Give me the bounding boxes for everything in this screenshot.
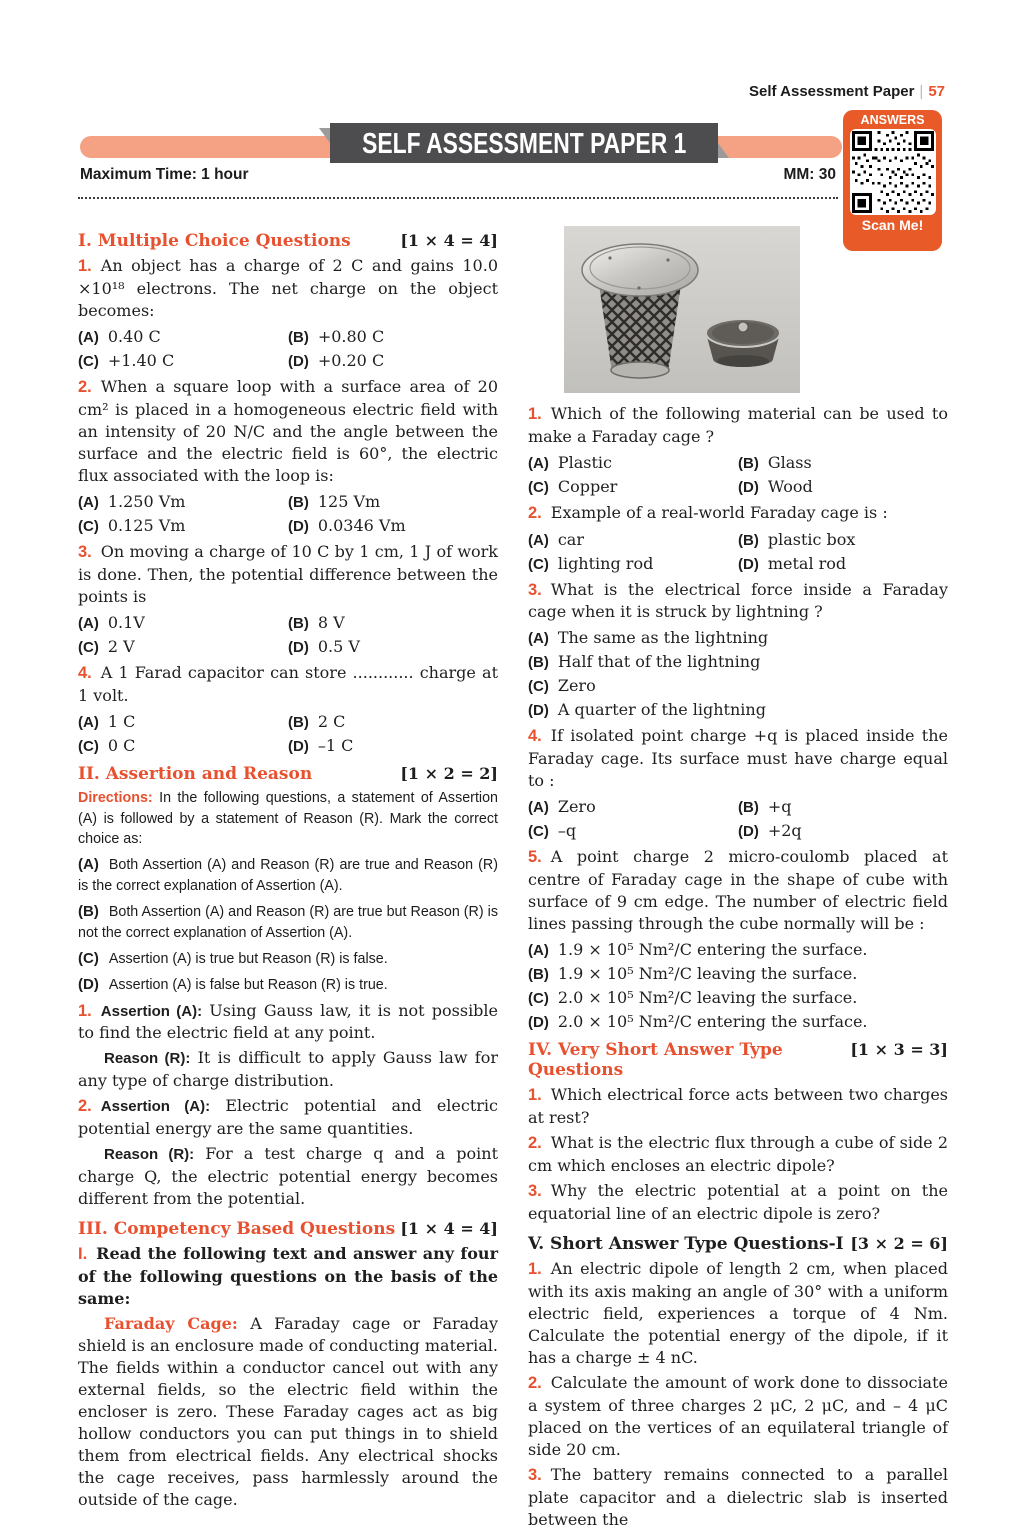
option-value: metal rod: [767, 553, 847, 573]
option-key: (B): [738, 531, 759, 549]
ar-choice-a: [78, 854, 498, 897]
question-number: 5.: [528, 848, 542, 867]
option: [78, 712, 288, 731]
option-value: car: [557, 529, 584, 549]
option: [78, 637, 288, 656]
option-key: (A): [78, 328, 99, 346]
option-value: –1 C: [317, 735, 354, 755]
question-text: A point charge 2 micro-coulomb placed at centre of Faraday cage in the shape of cube with surface of 9 cm edge. The number of electric field lines passing through the cube normally will be :: [528, 847, 948, 934]
option-value: The same as the lightning: [557, 628, 769, 648]
faraday-cage-label: Faraday Cage:: [104, 1313, 238, 1333]
option: [528, 530, 738, 549]
option-value: Assertion (A) is true but Reason (R) is false.: [108, 950, 388, 967]
option-key: (D): [738, 478, 759, 496]
option-key: (B): [528, 654, 549, 672]
option-key: (A): [78, 614, 99, 632]
section-sa-marks: [3 × 2 = 6]: [850, 1233, 948, 1253]
option-value: 0 C: [107, 735, 136, 755]
option-key: (A): [528, 454, 549, 472]
cbq-question-2: [528, 502, 948, 525]
question-text: Why the electric potential at a point on the equatorial line of an electric dipole is zero?: [528, 1181, 948, 1223]
question-number: 3.: [78, 543, 92, 561]
section-ar-marks: [1 × 2 = 2]: [400, 763, 498, 783]
option-key: (D): [738, 555, 759, 573]
question-text: The battery remains connected to a parallel plate capacitor and a dielectric slab is inserted between the: [528, 1464, 948, 1529]
mcq-question-2-options: [78, 492, 498, 535]
question-number: 3.: [528, 1465, 542, 1484]
question-text: What is the electrical force inside a Faraday cage when it is struck by lightning ?: [528, 579, 948, 622]
option-value: +1.40 C: [107, 350, 175, 370]
option-value: Both Assertion (A) and Reason (R) are true but Reason (R) is not the correct explanation of Assertion (A).: [78, 904, 498, 941]
option-key: (D): [288, 518, 309, 535]
option: [288, 516, 498, 535]
option: [78, 516, 288, 535]
option-value: +0.80 C: [317, 326, 385, 346]
section-mcq: [78, 231, 498, 251]
page-header-divider: |: [919, 83, 924, 100]
option-value: 8 V: [317, 612, 345, 632]
section-vsa-marks: [1 × 3 = 3]: [850, 1040, 948, 1060]
option-key: (D): [738, 823, 759, 841]
question-text: What is the electric flux through a cube of side 2 cm which encloses an electric dipole?: [528, 1133, 948, 1175]
reason-label: Reason (R):: [104, 1050, 191, 1068]
section-sa-title: V. Short Answer Type Questions-I: [528, 1233, 844, 1254]
cbq-intro: [78, 1243, 498, 1310]
page-header-title: Self Assessment Paper: [749, 83, 915, 100]
left-column: [78, 222, 498, 1534]
ar-directions: [78, 788, 498, 851]
option: [288, 736, 498, 755]
option-key: (C): [528, 478, 549, 496]
option: [738, 453, 948, 472]
question-text: Example of a real-world Faraday cage is :: [550, 502, 888, 522]
option: [528, 964, 948, 983]
qr-code-image: [852, 131, 934, 213]
option-key: (C): [78, 352, 99, 370]
section-cbq-marks: [1 × 4 = 4]: [400, 1218, 498, 1238]
option-value: 0.125 Vm: [107, 516, 186, 535]
option-value: 125 Vm: [317, 492, 381, 511]
option: [78, 613, 288, 632]
option-key: (C): [78, 737, 99, 755]
option: [288, 327, 498, 346]
section-vsa: [528, 1040, 948, 1080]
option-value: Assertion (A) is false but Reason (R) is true.: [108, 976, 388, 993]
option: [528, 821, 738, 840]
question-number: 2.: [78, 1097, 92, 1116]
section-assertion-reason: [78, 764, 498, 784]
option: [528, 940, 948, 959]
option: [288, 492, 498, 511]
sa-question-1: [528, 1258, 948, 1369]
option-key: (C): [528, 823, 549, 841]
option-value: 0.5 V: [317, 636, 360, 656]
question-text: Calculate the amount of work done to dissociate a system of three charges 2 μC, 2 μC, and – 4 μC placed on the vertices of an equilateral triangle of side 20 cm.: [528, 1372, 948, 1459]
assertion-label: Assertion (A):: [100, 1098, 211, 1116]
option: [528, 652, 948, 671]
ar-choice-c: [78, 948, 498, 970]
option-key: (D): [288, 352, 309, 370]
option: [288, 613, 498, 632]
page-header: [749, 83, 945, 100]
option-value: lighting rod: [557, 553, 654, 573]
option-value: 2 C: [317, 711, 346, 731]
question-number: 1.: [528, 1086, 542, 1105]
question-text: Which of the following material can be used to make a Faraday cage ?: [528, 404, 948, 446]
option-key: (A): [528, 630, 549, 648]
question-number: 2.: [78, 377, 92, 396]
ar-question-1-reason: [78, 1047, 498, 1092]
ar-choice-b: [78, 901, 498, 944]
option: [738, 821, 948, 840]
option-value: +0.20 C: [317, 350, 385, 370]
section-cbq-title: III. Competency Based Questions: [78, 1218, 396, 1239]
question-number: 4.: [78, 663, 92, 682]
option-key: (B): [528, 966, 549, 984]
question-number: 1.: [78, 1001, 92, 1020]
ar-question-1-assertion: [78, 1000, 498, 1045]
option-key: (A): [528, 531, 549, 549]
option: [78, 351, 288, 370]
option: [288, 351, 498, 370]
max-time-label: Maximum Time: 1 hour: [80, 166, 249, 183]
option-key: (D): [528, 702, 549, 720]
option-value: Both Assertion (A) and Reason (R) are true and Reason (R) is the correct explanation of Assertion (A).: [78, 857, 498, 895]
option-key: (B): [288, 494, 309, 511]
option-value: Zero: [557, 797, 596, 817]
question-text: An object has a charge of 2 C and gains 10.0 ×10¹⁸ electrons. The net charge on the object becomes:: [78, 256, 498, 320]
option-value: 0.0346 Vm: [317, 516, 406, 535]
total-marks-label: MM: 30: [783, 166, 836, 183]
option-key: (A): [78, 494, 99, 511]
option-key: (A): [78, 713, 99, 731]
option-value: Copper: [557, 476, 618, 496]
mcq-question-2: [78, 376, 498, 487]
option: [738, 477, 948, 496]
option: [528, 700, 948, 719]
reason-label: Reason (R):: [104, 1146, 195, 1164]
cbq-question-1: [528, 403, 948, 448]
ar-choice-d: [78, 974, 498, 996]
question-text: If isolated point charge +q is placed inside the Faraday cage. Its surface must have charge equal to :: [528, 726, 948, 791]
question-number: 4.: [528, 727, 542, 746]
option-key: (D): [288, 737, 309, 755]
option-value: 2 V: [107, 636, 135, 656]
faraday-cage-photo: [564, 226, 800, 393]
mcq-question-3-options: [78, 613, 498, 656]
option-value: plastic box: [767, 529, 856, 549]
option-key: (C): [78, 949, 99, 967]
paper-meta-row: [80, 166, 836, 184]
option-value: +2q: [767, 821, 802, 841]
option-value: A quarter of the lightning: [557, 700, 766, 720]
section-ar-title: II. Assertion and Reason: [78, 763, 313, 784]
ar-question-2-reason: [78, 1143, 498, 1210]
question-text: When a square loop with a surface area of 20 cm² is placed in a homogeneous electric field with an intensity of 20 N/C and the angle between the surface and the electric field is 60°, the electric flux associated with the loop is:: [78, 376, 498, 485]
option-key: (B): [288, 713, 309, 731]
question-number: 3.: [528, 580, 542, 599]
option-key: (C): [528, 990, 549, 1008]
mcq-question-3: [78, 541, 498, 608]
question-number: 2.: [528, 503, 542, 522]
option: [528, 554, 738, 573]
question-text: A 1 Farad capacitor can store ............ charge at 1 volt.: [78, 662, 498, 705]
option: [528, 477, 738, 496]
option: [528, 797, 738, 816]
banner-title: SELF ASSESSMENT PAPER 1: [361, 126, 687, 160]
option-value: –q: [557, 821, 577, 841]
cbq-question-1-options: [528, 453, 948, 496]
option: [528, 988, 948, 1007]
directions-label: Directions:: [78, 789, 153, 806]
option: [738, 554, 948, 573]
cbq-question-5-options: [528, 940, 948, 1031]
option-key: (B): [288, 328, 309, 346]
mcq-question-4-options: [78, 712, 498, 755]
question-number: 1.: [78, 257, 92, 275]
qr-code: [850, 129, 936, 215]
option: [78, 492, 288, 511]
option-key: (A): [528, 799, 549, 817]
reason-text: It is difficult to apply Gauss law for any type of charge distribution.: [78, 1048, 498, 1091]
qr-answers-label: ANSWERS: [860, 113, 925, 127]
option-key: (D): [78, 975, 99, 993]
content-columns: [0, 222, 1024, 1534]
option-key: (B): [78, 903, 99, 921]
directions-text: In the following questions, a statement of Assertion (A) is followed by a statement of Reason (R). Mark the correct choice as:: [78, 789, 498, 848]
option-key: (C): [528, 555, 549, 573]
option: [528, 453, 738, 472]
option-value: 0.40 C: [107, 326, 161, 346]
option-key: (C): [78, 518, 99, 535]
option-key: (A): [528, 942, 549, 960]
vsa-question-1: [528, 1084, 948, 1129]
question-number: 2.: [528, 1373, 542, 1392]
vsa-question-2: [528, 1132, 948, 1177]
mcq-question-1-options: [78, 327, 498, 370]
option: [528, 676, 948, 695]
cbq-question-4-options: [528, 797, 948, 840]
question-number: 3.: [528, 1182, 542, 1201]
option-value: 1 C: [107, 711, 136, 731]
option-value: +q: [767, 797, 792, 817]
mcq-question-1: [78, 255, 498, 322]
option-value: 1.250 Vm: [107, 492, 186, 511]
option-key: (B): [288, 614, 309, 632]
option-value: 0.1V: [107, 612, 145, 632]
option: [738, 530, 948, 549]
option-key: (C): [528, 678, 549, 696]
page-number: 57: [928, 83, 945, 100]
option: [738, 797, 948, 816]
option-value: Plastic: [557, 452, 612, 472]
option-key: (A): [78, 856, 99, 874]
banner-title-box: [330, 123, 718, 163]
mcq-question-4: [78, 662, 498, 707]
cbq-question-2-options: [528, 530, 948, 573]
option-key: (D): [528, 1014, 549, 1032]
section-mcq-title: I. Multiple Choice Questions: [78, 231, 351, 251]
cbq-question-3: [528, 579, 948, 624]
sa-question-2: [528, 1372, 948, 1461]
option: [288, 712, 498, 731]
cbq-question-5: [528, 846, 948, 935]
cbq-intro-text: Read the following text and answer any four of the following questions on the basis of the same:: [78, 1243, 498, 1308]
assertion-text: Electric potential and electric potential energy are the same quantities.: [78, 1096, 499, 1138]
qr-scan-me-label: Scan Me!: [861, 217, 924, 233]
ar-question-2-assertion: [78, 1095, 498, 1140]
option-value: Wood: [767, 476, 813, 496]
cbq-question-3-options: [528, 628, 948, 719]
assertion-text: Using Gauss law, it is not possible to find the electric field at any point.: [78, 1000, 499, 1043]
cbq-question-4: [528, 725, 948, 792]
option: [288, 637, 498, 656]
option: [78, 327, 288, 346]
dotted-divider: [78, 197, 838, 199]
question-number: 1.: [528, 405, 542, 423]
option-key: (C): [78, 638, 99, 656]
question-text: An electric dipole of length 2 cm, when placed with its axis making an angle of 30° with a uniform electric field, experiences a torque of 4 Nm. Calculate the potential energy of the dipole, if it has a charge ± 4 nC.: [528, 1258, 948, 1367]
right-column: [528, 222, 948, 1534]
option: [78, 736, 288, 755]
option: [528, 628, 948, 647]
option-key: (B): [738, 454, 759, 472]
section-sa: [528, 1234, 948, 1254]
section-vsa-title: IV. Very Short Answer Type Questions: [528, 1040, 783, 1081]
section-competency: [78, 1219, 498, 1239]
option-value: 2.0 × 10⁵ Nm²/C leaving the surface.: [557, 988, 858, 1008]
option-value: 2.0 × 10⁵ Nm²/C entering the surface.: [557, 1012, 868, 1032]
faraday-cage-text: A Faraday cage or Faraday shield is an enclosure made of conducting material. The fields within a conductor cancel out with any external fields, so the electric field within the encloser is zero. These Faraday cages act as big hollow conductors you can put things in to shield them from electrical fields. Any electrical shocks the cage receives, pass harmlessly around the outside of the cage.: [78, 1313, 498, 1510]
faraday-cage-passage: [78, 1313, 498, 1512]
section-mcq-marks: [1 × 4 = 4]: [400, 231, 498, 250]
option-key: (B): [738, 799, 759, 817]
question-text: On moving a charge of 10 C by 1 cm, 1 J of work is done. Then, the potential difference between the points is: [78, 542, 498, 606]
question-number: I.: [78, 1244, 88, 1263]
option: [528, 1012, 948, 1031]
option-key: (D): [288, 638, 309, 656]
question-number: 1.: [528, 1259, 542, 1278]
option-value: Zero: [557, 676, 596, 696]
assertion-label: Assertion (A):: [100, 1002, 203, 1020]
vsa-question-3: [528, 1180, 948, 1225]
option-value: 1.9 × 10⁵ Nm²/C entering the surface.: [557, 940, 868, 960]
option-value: 1.9 × 10⁵ Nm²/C leaving the surface.: [557, 964, 858, 984]
option-value: Glass: [767, 452, 812, 472]
sa-question-3: [528, 1464, 948, 1531]
question-number: 2.: [528, 1134, 542, 1153]
question-text: Which electrical force acts between two charges at rest?: [528, 1085, 948, 1128]
option-value: Half that of the lightning: [557, 652, 761, 672]
reason-text: For a test charge q and a point charge Q, the electric potential energy becomes different from the potential.: [78, 1144, 499, 1208]
